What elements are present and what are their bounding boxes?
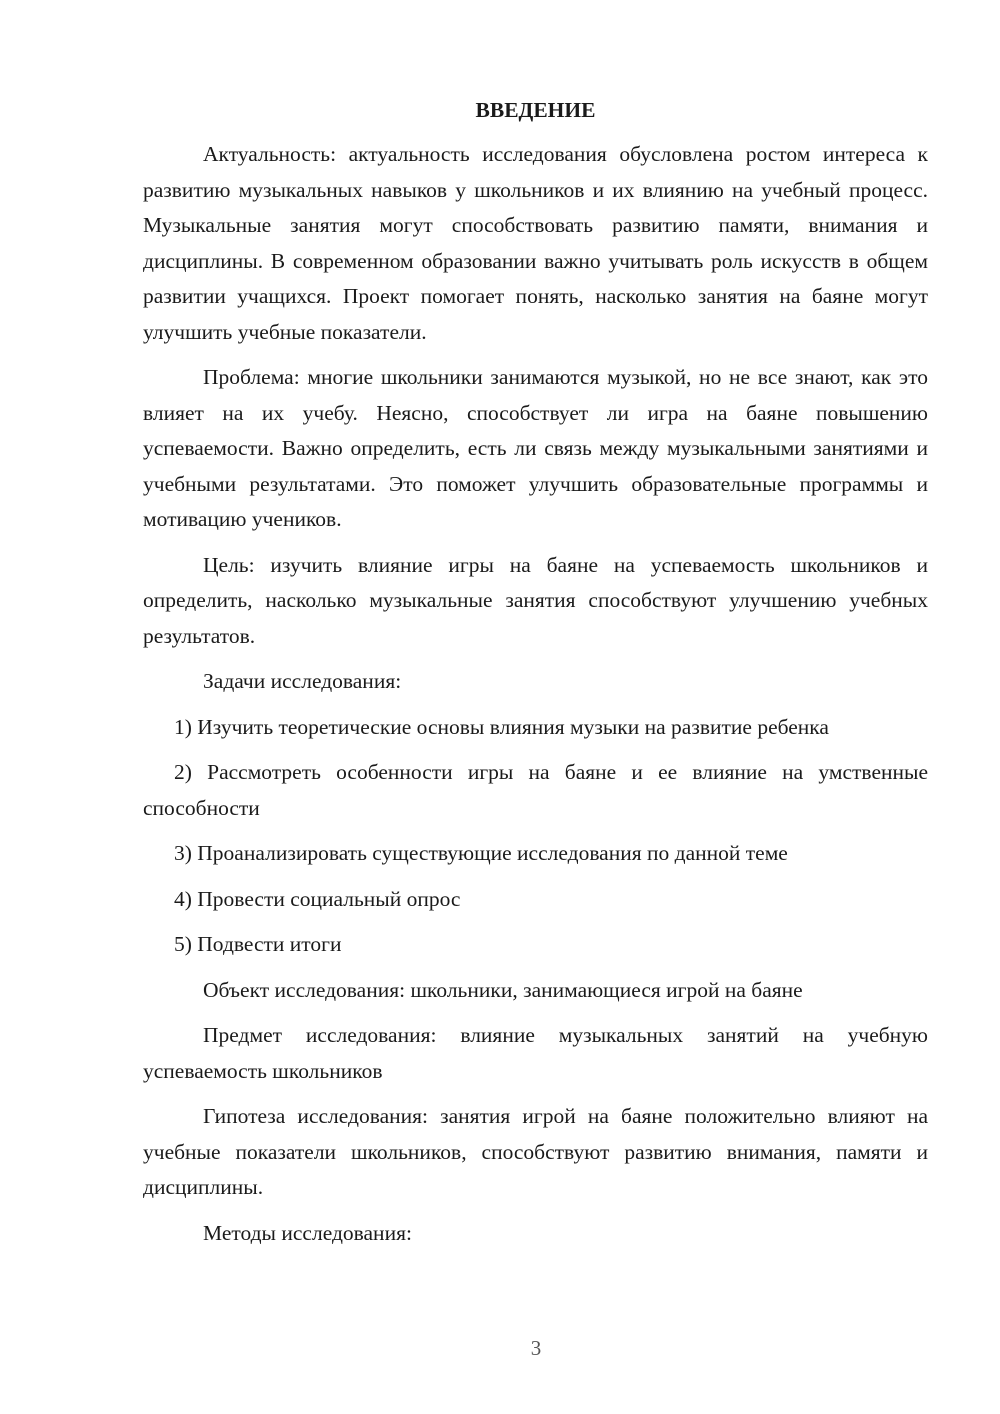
page-number: 3 [530,1336,542,1360]
relevance-paragraph: Актуальность: актуальность исследования обусловлена ростом интереса к развитию музыкальных навыков у школьников и их влиянию на учебный процесс. Музыкальные занятия могут способствовать развитию памяти, внимания и дисциплины. В современном образовании важно учитывать роль искусств в общем развитии учащихся. Проект помогает понять, насколько занятия на баяне могут улучшить учебные показатели. [143,142,928,344]
page-body [143,90,928,1261]
task-item-5: 5) Подвести итоги [174,932,342,956]
hypothesis-paragraph: Гипотеза исследования: занятия игрой на баяне положительно влияют на учебные показатели школьников, способствуют развитию внимания, памяти и дисциплины. [143,1104,928,1199]
problem-paragraph: Проблема: многие школьники занимаются музыкой, но не все знают, как это влияет на их учебу. Неясно, способствует ли игра на баяне повышению успеваемости. Важно определить, есть ли связь между музыкальными занятиями и учебными результатами. Это поможет улучшить образовательные программы и мотивацию учеников. [143,365,928,531]
goal-paragraph: Цель: изучить влияние игры на баяне на успеваемость школьников и определить, насколько музыкальные занятия способствуют улучшению учебных результатов. [143,552,928,648]
task-item-3: 3) Проанализировать существующие исследования по данной теме [174,841,788,865]
section-title: ВВЕДЕНИЕ [475,98,596,122]
task-item-2: 2) Рассмотреть особенности игры на баяне и ее влияние на умственные способности [143,760,928,820]
task-item-1: 1) Изучить теоретические основы влияния музыки на развитие ребенка [174,714,829,739]
methods-heading: Методы исследования: [203,1220,412,1245]
subject-paragraph: Предмет исследования: влияние музыкальных занятий на учебную успеваемость школьников [143,1023,928,1083]
task-item-4: 4) Провести социальный опрос [174,886,461,911]
object-paragraph: Объект исследования: школьники, занимающиеся игрой на баяне [203,977,803,1002]
tasks-heading: Задачи исследования: [203,669,402,693]
